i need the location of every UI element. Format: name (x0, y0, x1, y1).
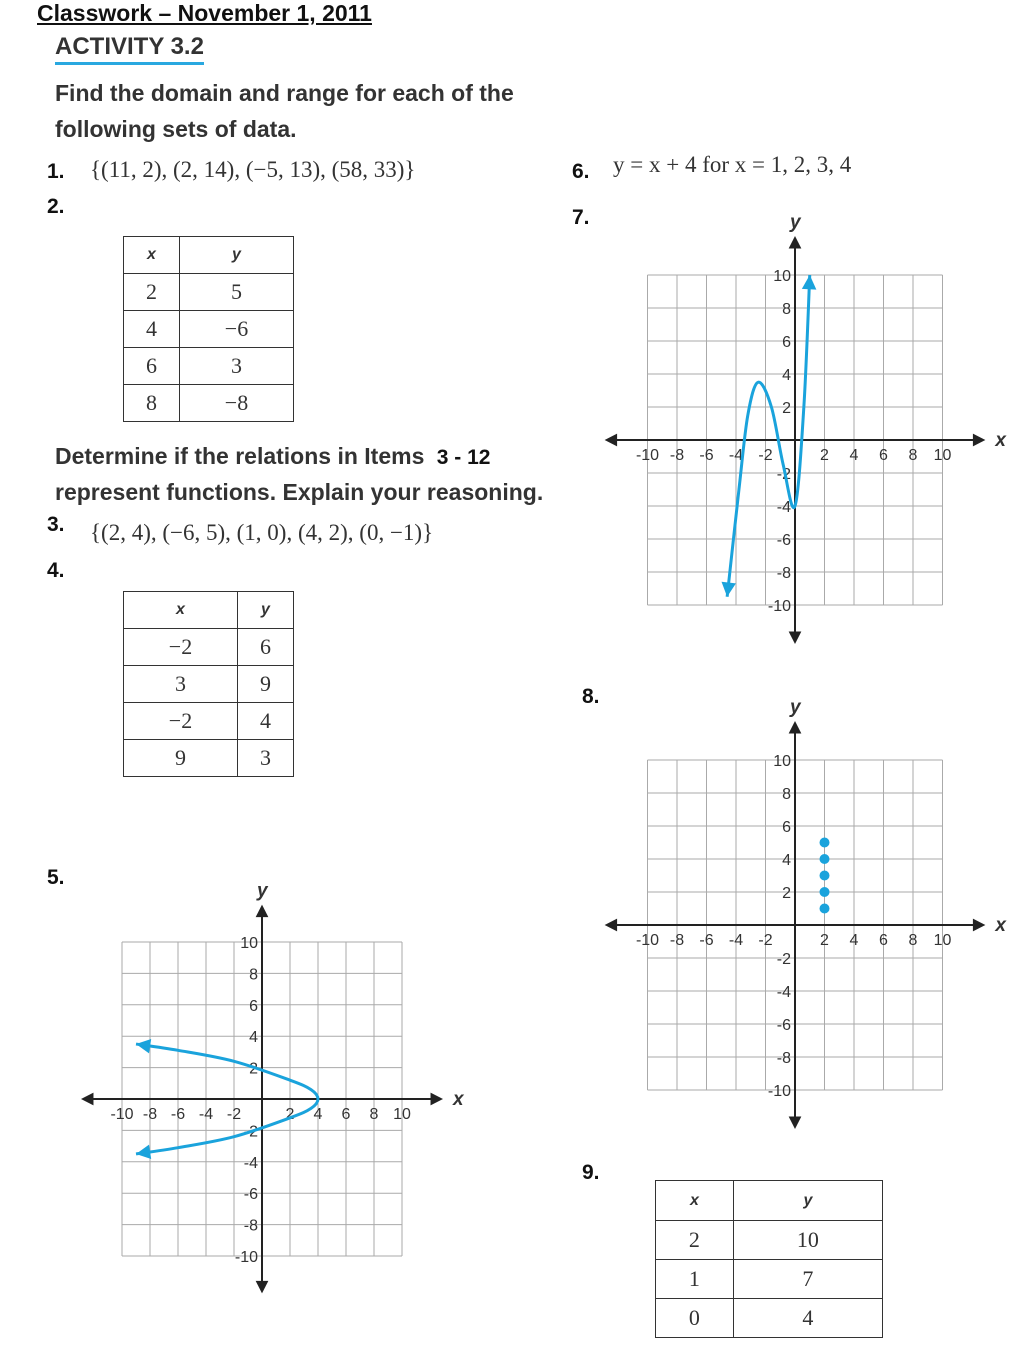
y-tick-label: -8 (776, 565, 791, 582)
x-tick-label: -2 (226, 1106, 242, 1123)
item-number-2: 2. (47, 195, 65, 218)
x-tick-label: 8 (908, 447, 918, 464)
y-tick-label: 8 (782, 301, 791, 318)
y-tick-label: -10 (234, 1249, 258, 1266)
y-tick-label: -2 (776, 466, 791, 483)
table-cell: 7 (733, 1260, 882, 1299)
page-title: Classwork – November 1, 2011 (37, 0, 372, 26)
y-tick-label: 6 (782, 819, 791, 836)
y-tick-label: -6 (776, 1017, 791, 1034)
data-point (820, 871, 830, 881)
y-tick-label: -4 (776, 499, 791, 516)
y-tick-label: 10 (240, 935, 258, 952)
activity-heading: ACTIVITY 3.2 (55, 33, 204, 65)
x-tick-label: 2 (820, 447, 829, 464)
x-tick-label: -2 (758, 447, 773, 464)
x-tick-label: -6 (699, 447, 714, 464)
x-tick-label: 10 (933, 932, 952, 949)
table-cell: 10 (733, 1221, 882, 1260)
x-tick-label: 6 (879, 447, 888, 464)
x-tick-label: 2 (820, 932, 829, 949)
y-tick-label: -4 (243, 1154, 258, 1172)
x-tick-label: 4 (849, 447, 859, 464)
table-cell: −2 (124, 629, 238, 666)
table-cell: 2 (656, 1221, 734, 1260)
x-tick-label: 8 (369, 1106, 379, 1123)
x-axis-name: x (995, 915, 1006, 936)
y-tick-label: 4 (782, 367, 791, 384)
x-tick-label: -6 (170, 1106, 186, 1123)
y-tick-label: 2 (249, 1060, 258, 1078)
y-axis-name: y (257, 880, 268, 902)
table-cell: −8 (180, 385, 294, 422)
x-tick-label: -8 (669, 932, 685, 949)
item-1-set: {(11, 2), (2, 14), (−5, 13), (58, 33)} (90, 157, 416, 182)
x-tick-label: -8 (142, 1106, 158, 1123)
y-axis-arrow-icon (789, 721, 802, 733)
x-axis-name: x (995, 430, 1006, 451)
item-number-1: 1. (47, 160, 65, 183)
table-cell: 5 (180, 274, 294, 311)
instruction-line: represent functions. Explain your reasoning. (55, 479, 544, 505)
data-point (820, 854, 830, 864)
y-tick-label: 2 (782, 885, 791, 902)
y-tick-label: -2 (776, 951, 791, 968)
y-tick-label: 6 (782, 334, 791, 351)
item-3-set: {(2, 4), (−6, 5), (1, 0), (4, 2), (0, −1)} (90, 520, 434, 545)
table-cell: −2 (124, 703, 238, 740)
column-header-y: y (237, 592, 293, 629)
table-cell: 6 (124, 348, 180, 385)
x-tick-label: 6 (879, 932, 888, 949)
column-header-x: x (124, 237, 180, 274)
table-cell: 1 (656, 1260, 734, 1299)
instruction-line: following sets of data. (55, 116, 297, 142)
x-axis-arrow-icon (973, 919, 985, 932)
x-tick-label: 6 (341, 1106, 351, 1123)
x-tick-label: -4 (728, 447, 744, 464)
instruction-text: Determine if the relations in Items (55, 443, 425, 469)
y-tick-label: 8 (782, 786, 791, 803)
x-tick-label: -10 (635, 932, 660, 949)
x-tick-label: -4 (198, 1106, 214, 1123)
table-cell: 6 (237, 629, 293, 666)
y-axis-name: y (790, 697, 801, 718)
table-cell: 2 (124, 274, 180, 311)
table-cell: 4 (124, 311, 180, 348)
x-tick-label: -10 (110, 1106, 134, 1123)
table-cell: 0 (656, 1299, 734, 1338)
item-number-9: 9. (582, 1161, 600, 1184)
table-cell: 8 (124, 385, 180, 422)
y-tick-label: -4 (776, 984, 791, 1001)
x-tick-label: -2 (758, 932, 773, 949)
y-tick-label: -10 (767, 1083, 791, 1100)
item-number-4: 4. (47, 559, 65, 582)
table-cell: 9 (237, 666, 293, 703)
y-tick-label: -10 (767, 598, 791, 615)
table-cell: 3 (124, 666, 238, 703)
x-tick-label: 8 (908, 932, 918, 949)
column-header-y: y (180, 237, 294, 274)
y-tick-label: -8 (776, 1050, 791, 1067)
x-tick-label: 2 (285, 1106, 295, 1123)
y-axis-arrow-icon (789, 1117, 802, 1129)
column-header-x: x (656, 1181, 734, 1221)
y-tick-label: -8 (243, 1217, 258, 1235)
x-tick-label: -8 (669, 447, 685, 464)
x-axis-name: x (453, 1089, 464, 1110)
column-header-y: y (733, 1181, 882, 1221)
data-point (820, 904, 830, 914)
x-tick-label: -4 (728, 932, 744, 949)
y-tick-label: 8 (249, 966, 258, 984)
y-tick-label: 10 (773, 268, 791, 285)
x-tick-label: -6 (699, 932, 714, 949)
table-cell: 3 (180, 348, 294, 385)
y-tick-label: 10 (773, 753, 791, 770)
y-tick-label: -2 (243, 1123, 258, 1141)
item-number-3: 3. (47, 513, 65, 536)
y-tick-label: 6 (249, 997, 258, 1015)
x-tick-label: 10 (933, 447, 952, 464)
data-point (820, 887, 830, 897)
x-axis-arrow-icon (605, 919, 617, 932)
y-tick-label: 2 (782, 400, 791, 417)
x-tick-label: 10 (393, 1106, 411, 1123)
instruction-line: Find the domain and range for each of the (55, 80, 514, 106)
table-cell: 9 (124, 740, 238, 777)
item-range: 3 - 12 (436, 446, 491, 469)
item-number-6: 6. (572, 160, 590, 183)
y-axis-name: y (790, 212, 801, 233)
x-tick-label: 4 (849, 932, 859, 949)
x-tick-label: -10 (635, 447, 660, 464)
table-cell: 4 (237, 703, 293, 740)
item-6-rule: y = x + 4 for x = 1, 2, 3, 4 (613, 152, 852, 177)
x-tick-label: 4 (313, 1106, 323, 1123)
item-number-7: 7. (572, 206, 590, 229)
y-tick-label: 4 (249, 1029, 258, 1047)
y-tick-label: -6 (243, 1186, 258, 1204)
item-number-8: 8. (582, 685, 600, 708)
table-cell: 3 (237, 740, 293, 777)
table-cell: 4 (733, 1299, 882, 1338)
column-header-x: x (124, 592, 238, 629)
table-item-9 (655, 1180, 883, 1338)
y-tick-label: -6 (776, 532, 791, 549)
table-cell: −6 (180, 311, 294, 348)
y-tick-label: 4 (782, 852, 791, 869)
item-number-5: 5. (47, 866, 65, 889)
data-point (820, 838, 830, 848)
